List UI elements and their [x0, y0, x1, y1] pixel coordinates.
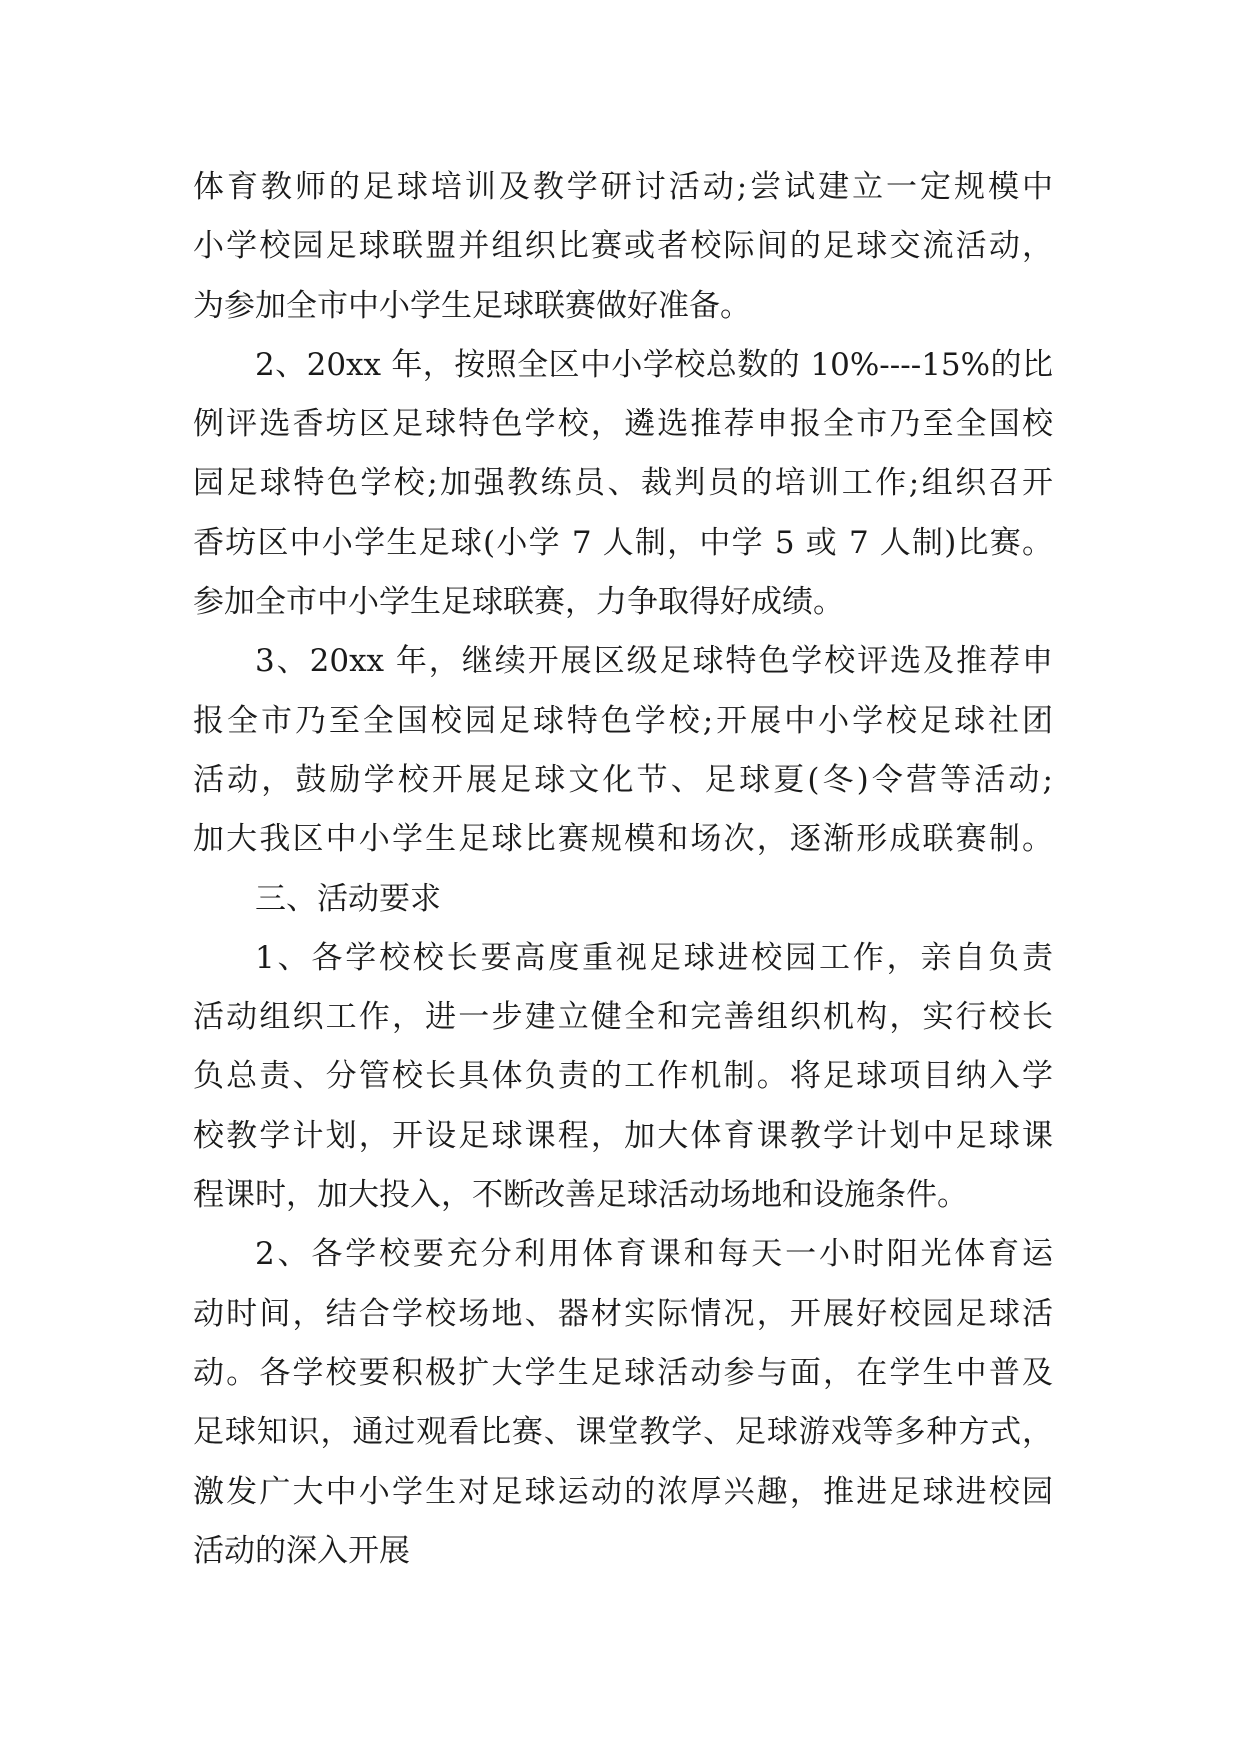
- text-line: 校教学计划，开设足球课程，加大体育课教学计划中足球课: [193, 1117, 1053, 1154]
- text-line: 三、活动要求: [255, 880, 441, 917]
- text-line: 活动组织工作，进一步建立健全和完善组织机构，实行校长: [193, 999, 1053, 1036]
- text-line: 为参加全市中小学生足球联赛做好准备。: [193, 287, 751, 324]
- text-line: 激发广大中小学生对足球运动的浓厚兴趣，推进足球进校园: [193, 1473, 1053, 1510]
- text-line: 负总责、分管校长具体负责的工作机制。将足球项目纳入学: [193, 1058, 1053, 1095]
- text-line: 例评选香坊区足球特色学校，遴选推荐申报全市乃至全国校: [193, 406, 1053, 443]
- text-line: 活动的深入开展: [193, 1532, 410, 1569]
- text-line: 动。各学校要积极扩大学生足球活动参与面，在学生中普及: [193, 1354, 1053, 1391]
- text-line: 活动，鼓励学校开展足球文化节、足球夏(冬)令营等活动;: [193, 761, 1053, 798]
- text-line: 报全市乃至全国校园足球特色学校;开展中小学校足球社团: [193, 702, 1053, 739]
- text-line: 1、各学校校长要高度重视足球进校园工作，亲自负责: [255, 939, 1053, 976]
- text-line: 体育教师的足球培训及教学研讨活动;尝试建立一定规模中: [193, 169, 1053, 205]
- text-line: 参加全市中小学生足球联赛，力争取得好成绩。: [193, 584, 844, 621]
- text-line: 足球知识，通过观看比赛、课堂教学、足球游戏等多种方式，: [193, 1414, 1053, 1451]
- text-line: 2、各学校要充分利用体育课和每天一小时阳光体育运: [255, 1236, 1053, 1273]
- text-line: 加大我区中小学生足球比赛规模和场次，逐渐形成联赛制。: [193, 821, 1053, 858]
- text-line: 2、20xx 年，按照全区中小学校总数的 10%----15%的比: [255, 346, 1053, 383]
- text-line: 程课时，加大投入，不断改善足球活动场地和设施条件。: [193, 1177, 968, 1214]
- text-line: 3、20xx 年，继续开展区级足球特色学校评选及推荐申: [255, 643, 1053, 680]
- text-line: 园足球特色学校;加强教练员、裁判员的培训工作;组织召开: [193, 465, 1053, 502]
- document-body: [193, 158, 1053, 1581]
- text-line: 小学校园足球联盟并组织比赛或者校际间的足球交流活动，: [193, 228, 1053, 265]
- text-line: 动时间，结合学校场地、器材实际情况，开展好校园足球活: [193, 1295, 1053, 1332]
- text-line: 香坊区中小学生足球(小学 7 人制，中学 5 或 7 人制)比赛。: [193, 524, 1053, 561]
